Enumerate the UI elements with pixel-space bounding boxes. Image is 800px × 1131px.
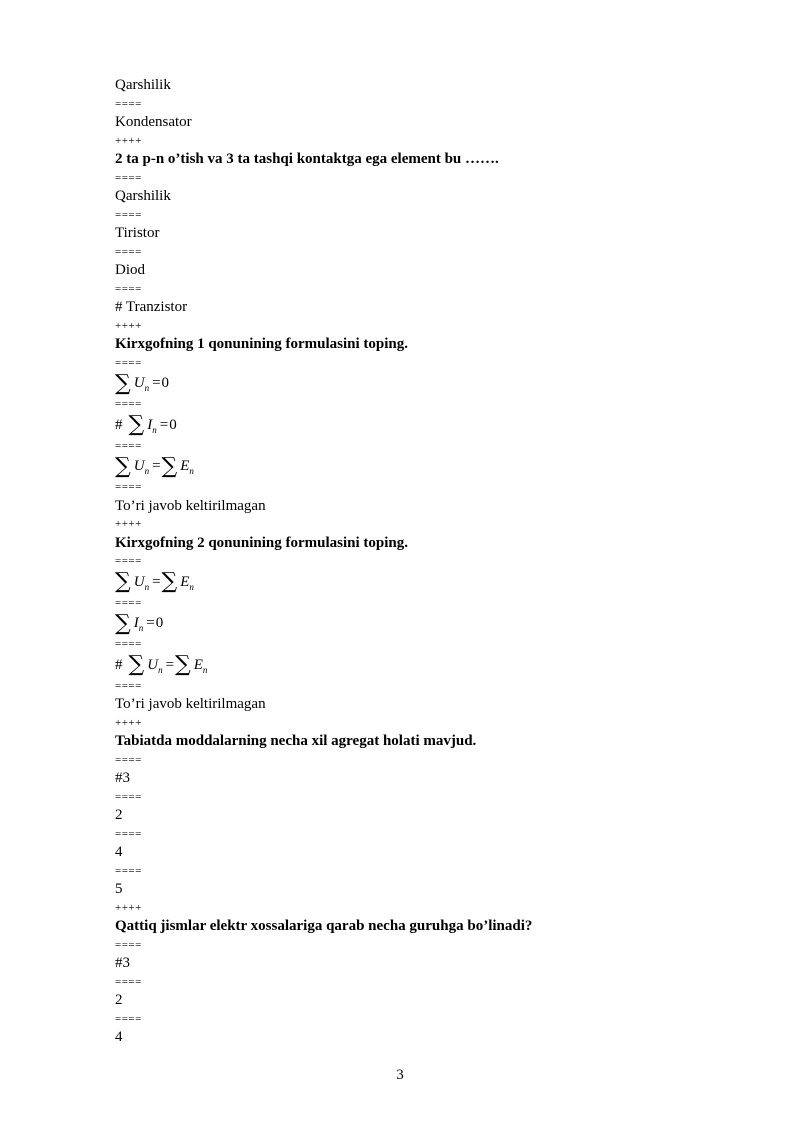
formula-rhs: E [180, 573, 190, 590]
answer-option: Tiristor [115, 225, 160, 241]
question-text: Tabiatda moddalarning necha xil agregat holati mavjud. [115, 733, 477, 749]
formula-line [115, 455, 715, 478]
formula-line [115, 571, 715, 594]
question-text: Qattiq jismlar elektr xossalariga qarab necha guruhga bo’linadi? [115, 918, 533, 934]
formula-rhs: 0 [169, 416, 177, 433]
formula-line [115, 414, 715, 437]
sigma-symbol: ∑ [115, 610, 131, 636]
separator: ==== [115, 827, 142, 840]
document-page [115, 76, 715, 1047]
sigma-symbol: ∑ [115, 453, 131, 479]
separator: ==== [115, 356, 142, 369]
answer-option: To’ri javob keltirilmagan [115, 497, 266, 514]
separator: ==== [115, 481, 142, 493]
separator: ==== [115, 938, 142, 951]
formula-line [115, 654, 715, 677]
equals-sign: = [152, 573, 161, 590]
formula-rhs: 0 [155, 615, 164, 631]
separator: ==== [115, 790, 142, 803]
sigma-symbol: ∑ [175, 652, 191, 677]
formula-subscript: n [138, 623, 144, 633]
answer-option: Kondensator [115, 114, 192, 130]
answer-option: #3 [115, 770, 130, 786]
answer-option: Qarshilik [115, 188, 171, 204]
formula-subscript: n [144, 383, 150, 393]
formula-rhs: E [193, 656, 203, 673]
equals-sign: = [159, 416, 169, 433]
formula-variable: U [147, 656, 159, 673]
equals-sign: = [152, 375, 161, 391]
formula-line [115, 612, 715, 635]
sigma-symbol: ∑ [115, 370, 131, 396]
formula-subscript: n [144, 466, 150, 476]
formula-rhs: E [180, 458, 190, 474]
sigma-symbol: ∑ [161, 453, 178, 479]
separator: ==== [115, 171, 142, 184]
formula-variable: U [133, 375, 145, 391]
answer-option: Qarshilik [115, 77, 171, 93]
separator: ==== [115, 753, 142, 766]
question-text: 2 ta p-n o’tish va 3 ta tashqi kontaktga ega element bu ……. [115, 151, 499, 167]
formula-subscript: n [152, 424, 157, 435]
formula-subscript: n [202, 664, 208, 675]
formula-subscript: n [189, 466, 194, 476]
formula-subscript: n [158, 664, 163, 675]
question-text: Kirxgofning 1 qonunining formulasini toping. [115, 336, 408, 352]
answer-mark: # [115, 416, 123, 433]
separator: ==== [115, 864, 142, 877]
separator: ==== [115, 1012, 142, 1025]
sigma-symbol: ∑ [161, 569, 178, 594]
formula-rhs: 0 [161, 375, 170, 391]
separator: ++++ [115, 319, 142, 332]
formula-line [115, 372, 715, 395]
separator: ==== [115, 975, 142, 988]
answer-option: #3 [115, 955, 130, 971]
formula-variable: I [133, 615, 139, 631]
separator: ++++ [115, 901, 142, 914]
formula-variable: U [133, 573, 145, 590]
separator: ==== [115, 208, 142, 221]
sigma-symbol: ∑ [128, 652, 145, 677]
sigma-symbol: ∑ [115, 569, 131, 594]
answer-option: 4 [115, 1029, 123, 1045]
answer-option: # Tranzistor [115, 299, 188, 315]
answer-option: 4 [115, 844, 123, 860]
equals-sign: = [146, 615, 155, 631]
answer-option: 5 [115, 881, 123, 897]
separator: ++++ [115, 518, 142, 530]
equals-sign: = [152, 458, 161, 474]
equals-sign: = [165, 656, 175, 673]
formula-variable: U [133, 458, 145, 474]
question-text: Kirxgofning 2 qonunining formulasini toping. [115, 534, 408, 551]
separator: ==== [115, 679, 142, 692]
answer-option: Diod [115, 262, 145, 278]
separator: ==== [115, 439, 142, 452]
answer-option: 2 [115, 992, 123, 1008]
separator: ==== [115, 596, 142, 609]
answer-option: To’ri javob keltirilmagan [115, 696, 266, 712]
separator: ++++ [115, 134, 142, 147]
answer-mark: # [115, 656, 123, 673]
separator: ==== [115, 638, 142, 650]
formula-subscript: n [144, 581, 150, 592]
separator: ++++ [115, 716, 142, 729]
answer-option: 2 [115, 807, 123, 823]
separator: ==== [115, 97, 142, 110]
formula-variable: I [147, 416, 153, 433]
formula-subscript: n [189, 581, 194, 592]
page-number: 3 [396, 1067, 404, 1083]
separator: ==== [115, 282, 142, 295]
separator: ==== [115, 245, 142, 258]
sigma-symbol: ∑ [128, 412, 145, 437]
separator: ==== [115, 398, 142, 410]
separator: ==== [115, 555, 142, 567]
